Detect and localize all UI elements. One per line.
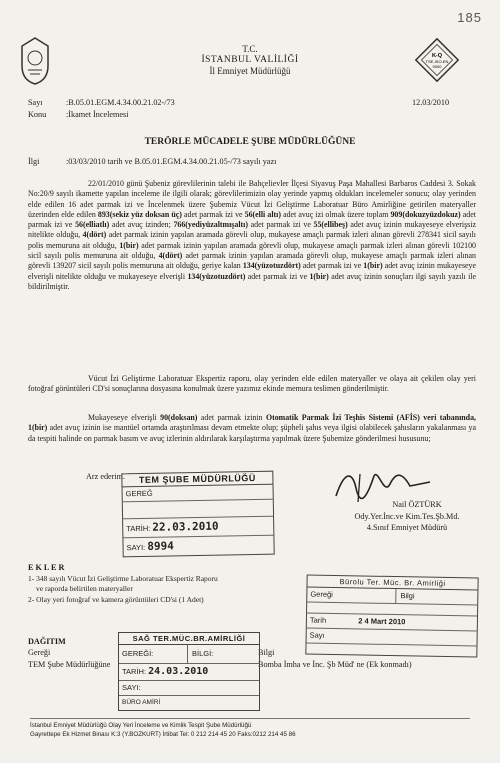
tem-sayi-label: SAYI:: [126, 542, 146, 553]
buro-sayi-label: Sayı: [309, 630, 325, 640]
buro-tarih-label: Tarih: [309, 615, 327, 625]
sag-bilgi-label: BİLGİ:: [187, 645, 213, 663]
footer-rule: [30, 718, 470, 719]
svg-text:K-Q: K-Q: [431, 53, 443, 59]
tem-stamp-tarih: [123, 517, 273, 539]
svg-text:TSE-ISO-EN: TSE-ISO-EN: [425, 59, 449, 64]
sag-ter-muc-stamp: [118, 632, 260, 711]
ekler-item-1b: ve raporda belirtilen materyaller: [36, 584, 133, 593]
konu-value: :İkamet İncelemesi: [66, 110, 129, 119]
ilgi-label: İlgi: [28, 157, 40, 166]
tem-sube-stamp: [121, 471, 274, 558]
konu-label: Konu: [28, 110, 47, 119]
buro-tarih-value: 2 4 Mart 2010: [358, 616, 406, 627]
dagitim-tem: TEM Şube Müdürlüğüne: [28, 660, 111, 669]
signer-name: Nail ÖZTÜRK: [392, 500, 442, 509]
sag-stamp-buro: [119, 696, 259, 710]
dagitim-title: DAĞITIM: [28, 637, 66, 646]
buro-gerega-label: Gereği: [310, 589, 333, 599]
header-tc: T.C.: [242, 44, 258, 54]
arz-ederim: Arz ederim.: [86, 472, 126, 481]
tem-stamp-title: TEM ŞUBE MÜDÜRLÜĞÜ: [122, 472, 272, 488]
buro-stamp-title: Bürolu Ter. Müc. Br. Amirliği: [307, 576, 477, 591]
header-directorate: İl Emniyet Müdürlüğü: [209, 66, 291, 76]
sag-sayi-label: SAYI:: [122, 683, 141, 692]
tem-tarih-label: TARİH:: [126, 523, 151, 534]
paragraph-findings: 22/01/2010 günü Şubeniz görevlilerinin talebi ile Bahçelievler İlçesi Siyavuş Paşa Mahallesi Barbaros Caddesi 3. Sokak No:20/9 sayılı ikamette yapılan inceleme ile ilgili olarak; görevlilerimizin olay yerinde yapmış oldukları incelemeler sonucu; olay yerinden elde edilen 16 adet parmak izi ve İncelenmek üzere Şubemiz Vücut İzi Geliştirme Laboratuar Büro Amirliğine getirilen materyaller üzerinden elde edilen 893(sekiz yüz doksan üç) adet parmak izi ve 56(elli altı) adet avuç izi olmak üzere toplam 909(dokuzyüzdokuz) adet parmak izi ve 56(elliatlı) adet avuç izinden; 766(yediyüzaltmışaltı) adet parmak izi ve 55(ellibeş) adet avuç izinin mukayeseye elverişsiz nitelikte olduğu, 4(dört) adet parmak izinin yapılan aramada görevli olup, mukayese amaçlı parmak izleri alınan görevli 278341 sicil sayılı polis memuruna ait olduğu, 1(bir) adet parmak izinin yapılan aramada görevli olup, mukayese amaçlı parmak izleri alınan görevli 102100 sicil sayılı polis memuruna ait olduğu, 4(dört) adet parmak izinin yapılan aramada görevli olup, mukayese amaçlı parmak izleri alınan görevli 139207 sicil sayılı polis memuruna ait olduğu, geriye kalan 134(yüzotuzdört) adet parmak izi ve 1(bir) adet avuç izinin mukayeseye elverişli nitelikte olduğu ve mukayeseye elverişli 134(yüzotuzdört) adet parmak izi ve 1(bir) adet avuç izinin sonuçları ilgi sayılı yazılı ile bildirilmiştir.: [28, 179, 476, 291]
sag-stamp-sayi: [119, 681, 259, 696]
letter-date: 12.03/2010: [412, 98, 450, 107]
sayi-label: Sayı: [28, 98, 43, 107]
dagitim-bomba: Bomba İmha ve İnc. Şb Müd' ne (Ek konmadı): [258, 660, 412, 669]
ekler-item-1: 1- 348 sayılı Vücut İzi Geliştirme Laboratuar Ekspertiz Raporu: [28, 574, 218, 583]
page-number: 185: [457, 10, 482, 25]
paragraph-report: Vücut İzi Geliştirme Laboratuar Ekspertiz raporu, olay yerinden elde edilen materyaller ve olaya ait çekilen olay yeri fotoğraf görüntüleri CD'si sonuçlarına dosyasına konulmak üzere yazımız ekinde memura teslimen gönderilmiştir.: [28, 374, 476, 394]
buro-bilgi-label: Bilgi: [395, 589, 414, 603]
ekler-title: E K L E R: [28, 563, 65, 572]
sag-geregi-label: GEREĞİ:: [122, 649, 154, 658]
sag-tarih-label: TARİH:: [122, 667, 147, 676]
footer-line-1: İstanbul Emniyet Müdürlüğü Olay Yeri İnceleme ve Kimlik Tespit Şube Müdürlüğü: [30, 722, 252, 729]
signer-title-2: 4.Sınıf Emniyet Müdürü: [366, 523, 448, 532]
svg-text:9000: 9000: [432, 64, 442, 69]
sayi-value: :B.05.01.EGM.4.34.00.21.02-/73: [66, 98, 175, 107]
tem-sayi-value: 8994: [147, 539, 174, 553]
tem-stamp-sayi: [123, 536, 273, 557]
recipient-title: TERÖRLE MÜCADELE ŞUBE MÜDÜRLÜĞÜNE: [144, 137, 356, 147]
header-governorship: İSTANBUL VALİLİĞİ: [201, 55, 299, 65]
sag-stamp-tarih: [119, 664, 259, 681]
ilgi-value: :03/03/2010 tarih ve B.05.01.EGM.4.34.00.21.05-/73 sayılı yazı: [66, 157, 277, 166]
dagitim-bilgi: Bilgi: [258, 648, 275, 657]
paragraph-afis: Mukayeseye elverişli 90(doksan) adet parmak izinin Otomatik Parmak İzi Teşhis Sistemi (AFİS) veri tabanında, 1(bir) adet avuç izinin ise mantüel ortamda araştırılması devam etmekte olup; şüpheli şahıs veya ilgisi olabilecek şahısların yakalanması ya da tespiti halinde on parmak basım ve avuç izlerinin aldırılarak karşılaştırma yapılmak üzere Şubemize gönderilmesi hususunu;: [28, 413, 476, 443]
sag-tarih-value: 24.03.2010: [148, 666, 209, 677]
tem-gereg-label: GEREĞ: [125, 488, 153, 499]
ekler-item-2: 2- Olay yeri fotoğraf ve kamera görüntüleri CD'si (1 Adet): [28, 595, 204, 604]
sag-stamp-geregi: [119, 645, 259, 664]
dagitim-geregi: Gereği: [28, 648, 51, 657]
signer-title-1: Ody.Yer.İnc.ve Kim.Tes.Şb.Md.: [354, 512, 460, 521]
tem-tarih-value: 22.03.2010: [152, 519, 219, 534]
buro-amirligi-stamp: [305, 575, 478, 658]
sag-stamp-title: SAĞ TER.MÜC.BR.AMİRLİĞİ: [119, 633, 259, 645]
footer-line-2: Gayrettepe Ek Hizmet Binası K:3 (Y.BOZKURT) İrtibat Tel: 0 212 214 45 20 Faks:0212 214 45 86: [30, 731, 296, 738]
sag-buro-label: BÜRO AMİRİ: [122, 699, 161, 706]
